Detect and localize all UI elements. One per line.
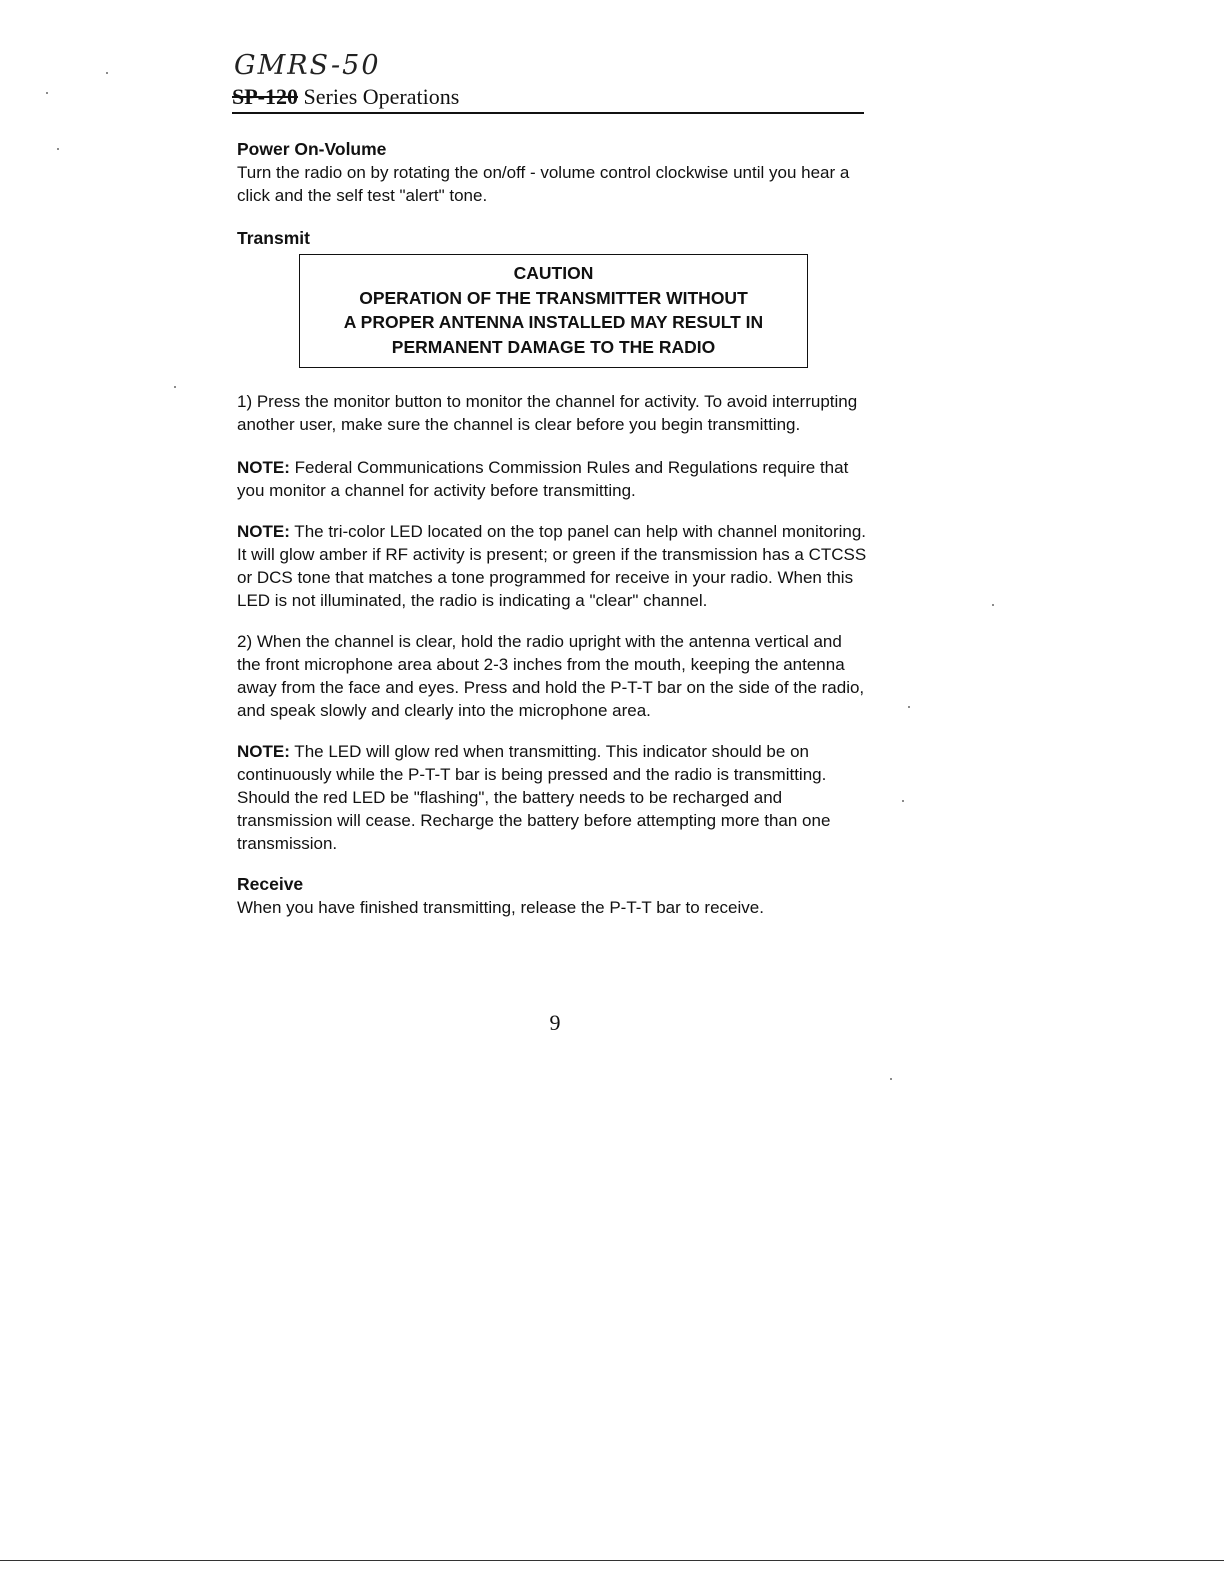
note-label: NOTE: xyxy=(237,522,290,541)
note-text: The tri-color LED located on the top panel can help with channel monitoring. It will glow amber if RF activity is present; or green if the transmission has a CTCSS or DCS tone that matches a tone programmed for receive in your radio. When this LED is not illuminated, the radio is indicating a "clear" channel. xyxy=(237,522,867,610)
transmit-heading: Transmit xyxy=(237,228,310,248)
main-content xyxy=(237,138,869,919)
header-title: Series Operations xyxy=(303,84,460,109)
scan-speck xyxy=(902,800,904,802)
scan-speck xyxy=(106,72,108,74)
scan-speck xyxy=(174,386,176,388)
caution-box xyxy=(299,254,808,368)
scan-speck xyxy=(46,92,48,94)
struck-model-number: SP-120 xyxy=(232,84,298,109)
note-label: NOTE: xyxy=(237,458,290,477)
scan-speck xyxy=(992,604,994,606)
page-number: 9 xyxy=(549,1010,561,1035)
scan-speck xyxy=(57,148,59,150)
note-fcc-paragraph xyxy=(237,456,869,502)
note-led-monitor-paragraph xyxy=(237,520,869,612)
receive-paragraph: When you have finished transmitting, release the P-T-T bar to receive. xyxy=(237,898,764,917)
page-header xyxy=(232,84,864,114)
handwritten-model-note: GMRS-50 xyxy=(234,50,381,81)
step-1-paragraph: 1) Press the monitor button to monitor the channel for activity. To avoid interrupting another user, make sure the channel is clear before you begin transmitting. xyxy=(237,392,858,434)
power-paragraph: Turn the radio on by rotating the on/off - volume control clockwise until you hear a click and the self test "alert" tone. xyxy=(237,163,850,205)
caution-line: OPERATION OF THE TRANSMITTER WITHOUT xyxy=(359,287,748,308)
scan-speck xyxy=(908,706,910,708)
power-heading: Power On-Volume xyxy=(237,139,387,159)
caution-title: CAUTION xyxy=(513,263,594,283)
scan-speck xyxy=(890,1078,892,1080)
note-led-transmit-paragraph xyxy=(237,740,869,855)
caution-line: PERMANENT DAMAGE TO THE RADIO xyxy=(391,336,716,357)
note-label: NOTE: xyxy=(237,742,290,761)
scan-bottom-edge xyxy=(0,1560,1224,1561)
note-text: The LED will glow red when transmitting. This indicator should be on continuously while the P-T-T bar is being pressed and the radio is transmitting. Should the red LED be "flashing", the battery needs to be recharged and transmission will cease. Recharge the battery before attempting more than one transmission. xyxy=(237,742,831,853)
receive-heading: Receive xyxy=(237,874,304,894)
note-text: Federal Communications Commission Rules and Regulations require that you monitor a channel for activity before transmitting. xyxy=(237,458,849,500)
step-2-paragraph: 2) When the channel is clear, hold the radio upright with the antenna vertical and the front microphone area about 2-3 inches from the mouth, keeping the antenna away from the face and eyes. Press and hold the P-T-T bar on the side of the radio, and speak slowly and clearly into the microphone area. xyxy=(237,632,865,720)
caution-line: A PROPER ANTENNA INSTALLED MAY RESULT IN xyxy=(343,312,764,332)
